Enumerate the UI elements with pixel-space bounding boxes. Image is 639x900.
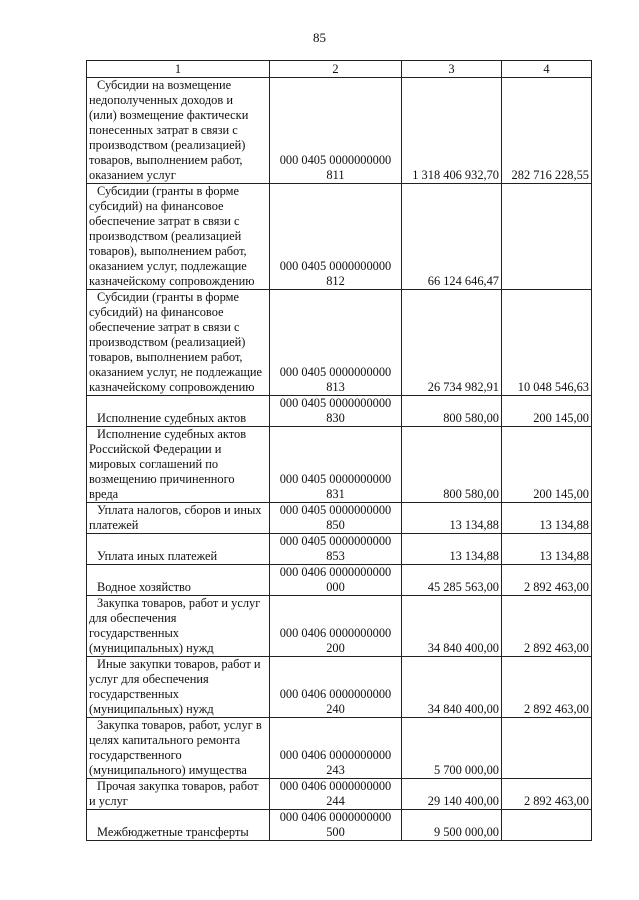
row-budget-code: 000 0406 0000000000 240 (270, 657, 402, 718)
row-budget-code: 000 0405 0000000000 813 (270, 290, 402, 396)
table-row (87, 427, 592, 503)
row-amount-column-4 (502, 184, 592, 290)
column-header-1: 1 (87, 61, 270, 78)
row-description: Водное хозяйство (97, 580, 192, 594)
row-budget-code: 000 0405 0000000000 812 (270, 184, 402, 290)
row-budget-code: 000 0405 0000000000 831 (270, 427, 402, 503)
row-description-cell (87, 184, 270, 290)
row-description-cell (87, 534, 270, 565)
table-row (87, 184, 592, 290)
budget-table (86, 60, 592, 841)
row-amount-column-3: 800 580,00 (402, 427, 502, 503)
row-description: Иные закупки товаров, работ и услуг для обеспечения государственных (муниципальных) нужд (89, 657, 261, 716)
row-amount-column-4 (502, 718, 592, 779)
row-budget-code: 000 0405 0000000000 850 (270, 503, 402, 534)
row-amount-column-4: 2 892 463,00 (502, 779, 592, 810)
table-row (87, 534, 592, 565)
table-row (87, 596, 592, 657)
row-amount-column-3: 66 124 646,47 (402, 184, 502, 290)
row-budget-code: 000 0406 0000000000 000 (270, 565, 402, 596)
row-amount-column-4 (502, 810, 592, 841)
row-description-cell (87, 290, 270, 396)
row-amount-column-3: 34 840 400,00 (402, 657, 502, 718)
row-budget-code: 000 0405 0000000000 830 (270, 396, 402, 427)
row-description: Субсидии (гранты в форме субсидий) на финансовое обеспечение затрат в связи с производством (реализацией) товаров, выполнением работ, оказанием услуг, не подлежащие казначейскому сопровождению (89, 290, 262, 394)
column-header-2: 2 (270, 61, 402, 78)
row-amount-column-3: 5 700 000,00 (402, 718, 502, 779)
row-description-cell (87, 810, 270, 841)
row-amount-column-4: 282 716 228,55 (502, 78, 592, 184)
row-description-cell (87, 503, 270, 534)
table-row (87, 565, 592, 596)
row-description: Субсидии (гранты в форме субсидий) на финансовое обеспечение затрат в связи с производством (реализацией товаров), выполнением работ, оказанием услуг, подлежащие казначейскому сопровождению (89, 184, 255, 288)
row-description-cell (87, 396, 270, 427)
table-header-row (87, 61, 592, 78)
row-amount-column-4: 200 145,00 (502, 396, 592, 427)
row-amount-column-4: 2 892 463,00 (502, 657, 592, 718)
row-amount-column-4: 200 145,00 (502, 427, 592, 503)
table-row (87, 290, 592, 396)
row-amount-column-3: 34 840 400,00 (402, 596, 502, 657)
row-description: Закупка товаров, работ и услуг для обеспечения государственных (муниципальных) нужд (89, 596, 261, 655)
table-row (87, 718, 592, 779)
table-row (87, 810, 592, 841)
row-description: Межбюджетные трансферты (97, 825, 249, 839)
row-description: Уплата налогов, сборов и иных платежей (89, 503, 262, 532)
row-description: Прочая закупка товаров, работ и услуг (89, 779, 259, 808)
row-amount-column-4: 13 134,88 (502, 534, 592, 565)
table-row (87, 779, 592, 810)
row-budget-code: 000 0406 0000000000 500 (270, 810, 402, 841)
row-amount-column-3: 800 580,00 (402, 396, 502, 427)
row-description: Уплата иных платежей (97, 549, 218, 563)
row-description-cell (87, 596, 270, 657)
column-header-4: 4 (502, 61, 592, 78)
row-amount-column-3: 9 500 000,00 (402, 810, 502, 841)
row-amount-column-3: 13 134,88 (402, 503, 502, 534)
page-number: 85 (313, 30, 326, 45)
row-amount-column-3: 45 285 563,00 (402, 565, 502, 596)
table-row (87, 503, 592, 534)
table-body (87, 78, 592, 841)
row-amount-column-3: 1 318 406 932,70 (402, 78, 502, 184)
row-description: Исполнение судебных актов Российской Федерации и мировых соглашений по возмещению причиненного вреда (89, 427, 247, 501)
row-budget-code: 000 0405 0000000000 853 (270, 534, 402, 565)
row-description-cell (87, 657, 270, 718)
row-description: Исполнение судебных актов (97, 411, 247, 425)
row-amount-column-4: 2 892 463,00 (502, 565, 592, 596)
row-description: Закупка товаров, работ, услуг в целях капитального ремонта государственного (муниципального) имущества (89, 718, 262, 777)
row-description-cell (87, 779, 270, 810)
row-amount-column-3: 13 134,88 (402, 534, 502, 565)
table-row (87, 78, 592, 184)
table-row (87, 657, 592, 718)
row-budget-code: 000 0406 0000000000 200 (270, 596, 402, 657)
row-amount-column-4: 13 134,88 (502, 503, 592, 534)
row-budget-code: 000 0406 0000000000 244 (270, 779, 402, 810)
row-amount-column-3: 29 140 400,00 (402, 779, 502, 810)
row-description: Субсидии на возмещение недополученных доходов и (или) возмещение фактически понесенных затрат в связи с производством (реализацией) товаров, выполнением работ, оказанием услуг (89, 78, 249, 182)
row-amount-column-4: 2 892 463,00 (502, 596, 592, 657)
row-budget-code: 000 0406 0000000000 243 (270, 718, 402, 779)
row-description-cell (87, 718, 270, 779)
row-description-cell (87, 78, 270, 184)
row-amount-column-4: 10 048 546,63 (502, 290, 592, 396)
row-description-cell (87, 565, 270, 596)
row-budget-code: 000 0405 0000000000 811 (270, 78, 402, 184)
row-amount-column-3: 26 734 982,91 (402, 290, 502, 396)
row-description-cell (87, 427, 270, 503)
table-row (87, 396, 592, 427)
column-header-3: 3 (402, 61, 502, 78)
